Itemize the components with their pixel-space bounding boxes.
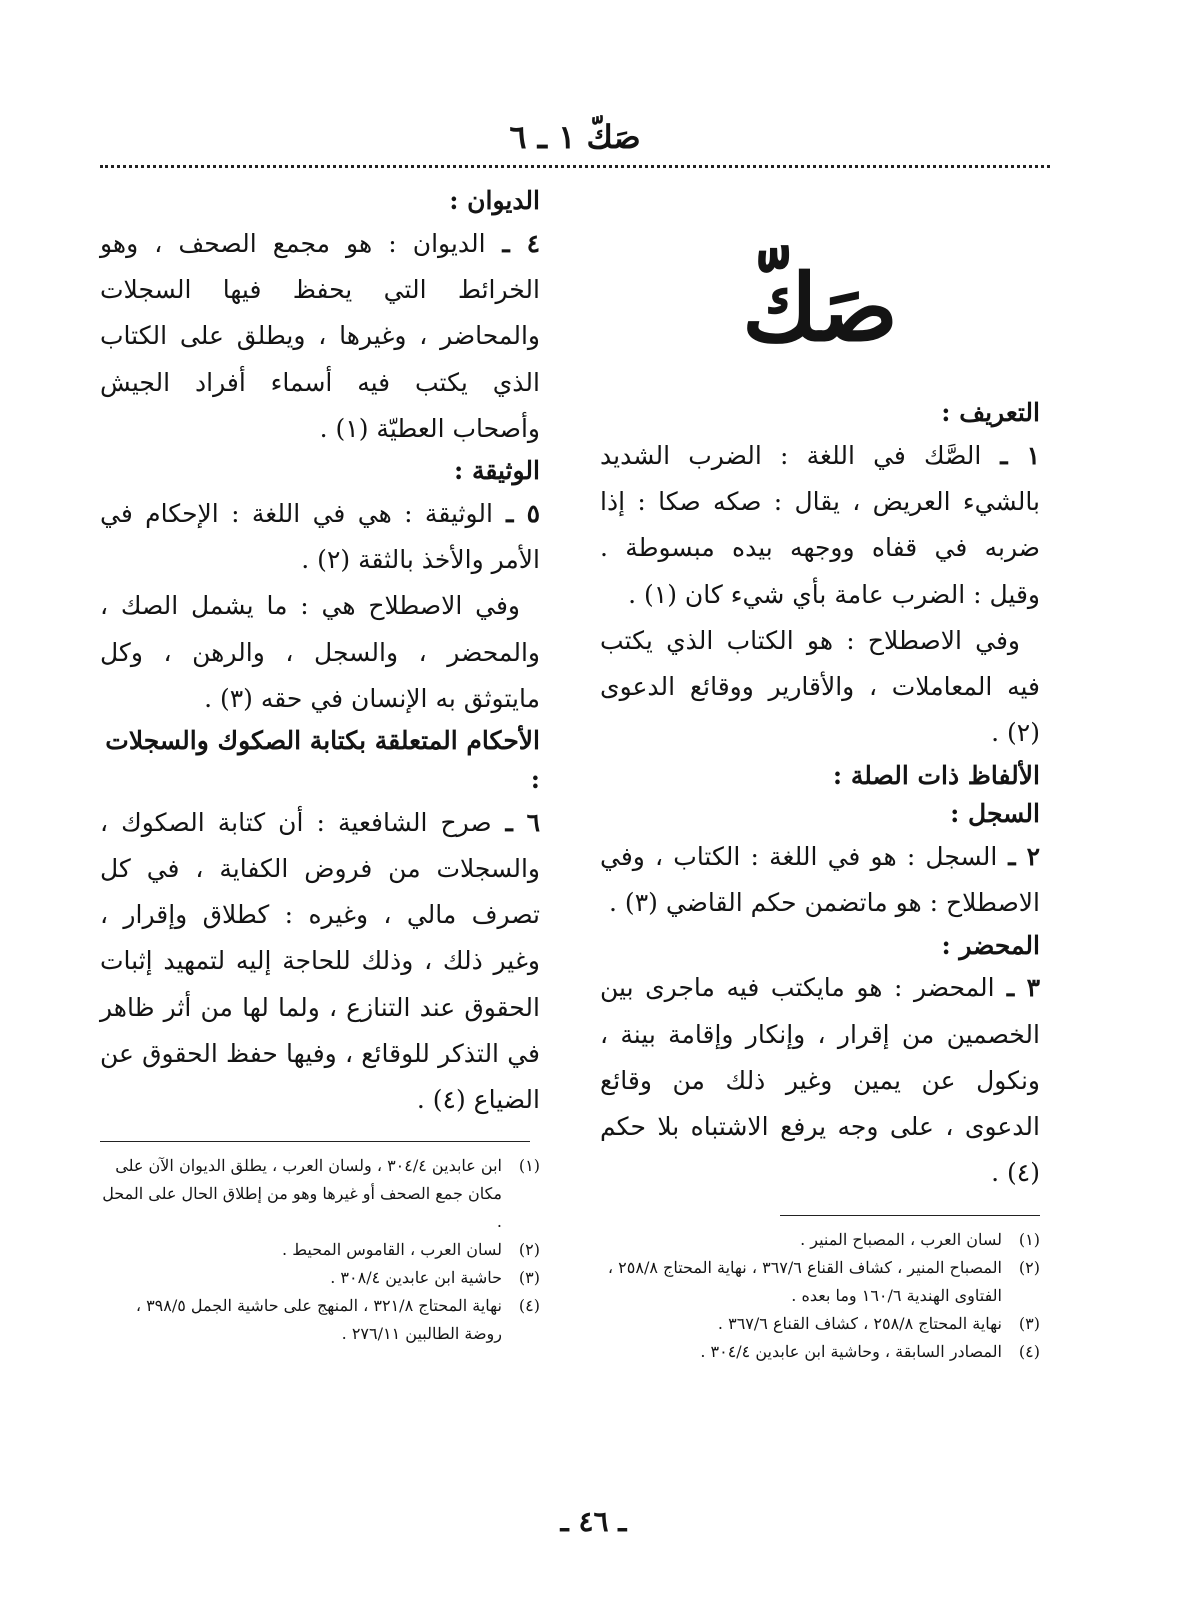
- paragraph-text: الوثيقة : هي في اللغة : الإحكام في الأمر والأخذ بالثقة (٢) .: [100, 498, 540, 574]
- paragraph: [100, 583, 540, 722]
- paragraph-number: ٤ ـ: [485, 228, 541, 258]
- footnote-text: لسان العرب ، المصباح المنير .: [800, 1229, 1002, 1249]
- footnote-rule: [100, 1141, 530, 1142]
- footnote-number: (١): [1018, 1229, 1040, 1249]
- paragraph-text: الديوان : هو مجمع الصحف ، وهو الخرائط التي يحفظ فيها السجلات والمحاضر ، وغيرها ، ويطلق على الكتاب الذي يكتب فيه أسماء أفراد الجيش وأصحاب العطيّة (١) .: [100, 228, 540, 443]
- paragraph-text: وفي الاصطلاح : هو الكتاب الذي يكتب فيه المعاملات ، والأقارير ووقائع الدعوى (٢) .: [600, 625, 1040, 748]
- footnote-text: نهاية المحتاج ٢٥٨/٨ ، كشاف القناع ٣٦٧/٦ .: [717, 1313, 1002, 1333]
- footnote-number: (٤): [1018, 1341, 1040, 1361]
- entry-title: صَكّ: [742, 254, 898, 362]
- section-heading: الوثيقة :: [454, 456, 540, 485]
- footnote-number: (١): [518, 1156, 540, 1176]
- left-footnotes: [100, 1152, 540, 1348]
- footnote-text: ابن عابدين ٣٠٤/٤ ، ولسان العرب ، يطلق الديوان الآن على مكان جمع الصحف أو غيرها وهو من إطلاق الحال على المحل .: [102, 1156, 502, 1232]
- paragraph: [100, 491, 540, 584]
- section-heading: الديوان :: [449, 186, 540, 215]
- footnote: [100, 1152, 540, 1236]
- footnote-number: (٢): [1018, 1257, 1040, 1277]
- paragraph: [600, 834, 1040, 927]
- footnote: [600, 1338, 1040, 1366]
- running-header: صَكّ ١ ـ ٦: [509, 118, 641, 156]
- footnote-text: حاشية ابن عابدين ٣٠٨/٤ .: [330, 1268, 502, 1288]
- paragraph-number: ٦ ـ: [491, 807, 540, 837]
- footnote: [600, 1226, 1040, 1254]
- section-heading: التعريف :: [941, 398, 1040, 427]
- paragraph-number: ١ ـ: [981, 440, 1041, 470]
- paragraph-number: ٣ ـ: [994, 973, 1040, 1003]
- paragraph-text: صرح الشافعية : أن كتابة الصكوك ، والسجلات من فروض الكفاية ، في كل تصرف مالي ، وغيره : كطلاق وإقرار ، وغير ذلك ، وذلك للحاجة إليه لتمهيد إثبات الحقوق عند التنازع ، ولما لها من أثر ظاهر في التذكر للوقائع ، وفيها حفظ الحقوق عن الضياع (٤) .: [100, 807, 540, 1114]
- footnote-text: لسان العرب ، القاموس المحيط .: [282, 1240, 502, 1260]
- footnote: [100, 1236, 540, 1264]
- paragraph: [100, 221, 540, 452]
- header-dotted-rule: [100, 165, 1050, 168]
- footnote-number: (٤): [518, 1296, 540, 1316]
- page-number: ـ ٤٦ ـ: [560, 1505, 627, 1538]
- right-column: [600, 182, 1040, 1366]
- paragraph-number: ٢ ـ: [997, 842, 1041, 871]
- paragraph-number: ٥ ـ: [492, 498, 540, 528]
- footnote-text: المصادر السابقة ، وحاشية ابن عابدين ٣٠٤/٤ .: [700, 1341, 1002, 1361]
- right-footnotes: [600, 1226, 1040, 1366]
- footnote: [600, 1254, 1040, 1310]
- section-heading: المحضر :: [941, 930, 1040, 960]
- left-column: [100, 182, 540, 1348]
- footnote-text: نهاية المحتاج ٣٢١/٨ ، المنهج على حاشية الجمل ٣٩٨/٥ ، روضة الطالبين ٢٧٦/١١ .: [135, 1296, 502, 1344]
- paragraph: [600, 965, 1040, 1196]
- section-heading: السجل :: [950, 799, 1040, 829]
- footnote-text: المصباح المنير ، كشاف القناع ٣٦٧/٦ ، نهاية المحتاج ٢٥٨/٨ ، الفتاوى الهندية ١٦٠/٦ وما بعده .: [607, 1257, 1002, 1305]
- right-column-body: [600, 394, 1040, 1197]
- footnote-number: (٣): [518, 1268, 540, 1288]
- paragraph: [600, 618, 1040, 757]
- paragraph: [100, 800, 540, 1124]
- footnote-number: (٣): [1018, 1313, 1040, 1333]
- left-column-body: [100, 182, 540, 1123]
- paragraph-text: وفي الاصطلاح هي : ما يشمل الصك ، والمحضر ، والسجل ، والرهن ، وكل مايتوثق به الإنسان في حقه (٣) .: [100, 591, 540, 713]
- section-heading: الألفاظ ذات الصلة :: [832, 760, 1040, 790]
- paragraph: [600, 433, 1040, 618]
- footnote: [100, 1292, 540, 1348]
- footnote-number: (٢): [518, 1240, 540, 1260]
- footnote: [100, 1264, 540, 1292]
- footnote-rule: [780, 1215, 1040, 1216]
- footnote: [600, 1310, 1040, 1338]
- section-heading: الأحكام المتعلقة بكتابة الصكوك والسجلات :: [105, 726, 540, 794]
- paragraph-text: الصَّك في اللغة : الضرب الشديد بالشيء العريض ، يقال : صكه صكا : إذا ضربه في قفاه ووجهه بيده مبسوطة . وقيل : الضرب عامة بأي شيء كان (١) .: [600, 440, 1040, 609]
- paragraph-text: المحضر : هو مايكتب فيه ماجرى بين الخصمين من إقرار ، وإنكار وإقامة بينة ، ونكول عن يمين وغير ذلك من وقائع الدعوى ، على وجه يرفع الاشتباه بلا حكم (٤) .: [600, 973, 1040, 1188]
- paragraph-text: السجل : هو في اللغة : الكتاب ، وفي الاصطلاح : هو ماتضمن حكم القاضي (٣) .: [600, 842, 1040, 918]
